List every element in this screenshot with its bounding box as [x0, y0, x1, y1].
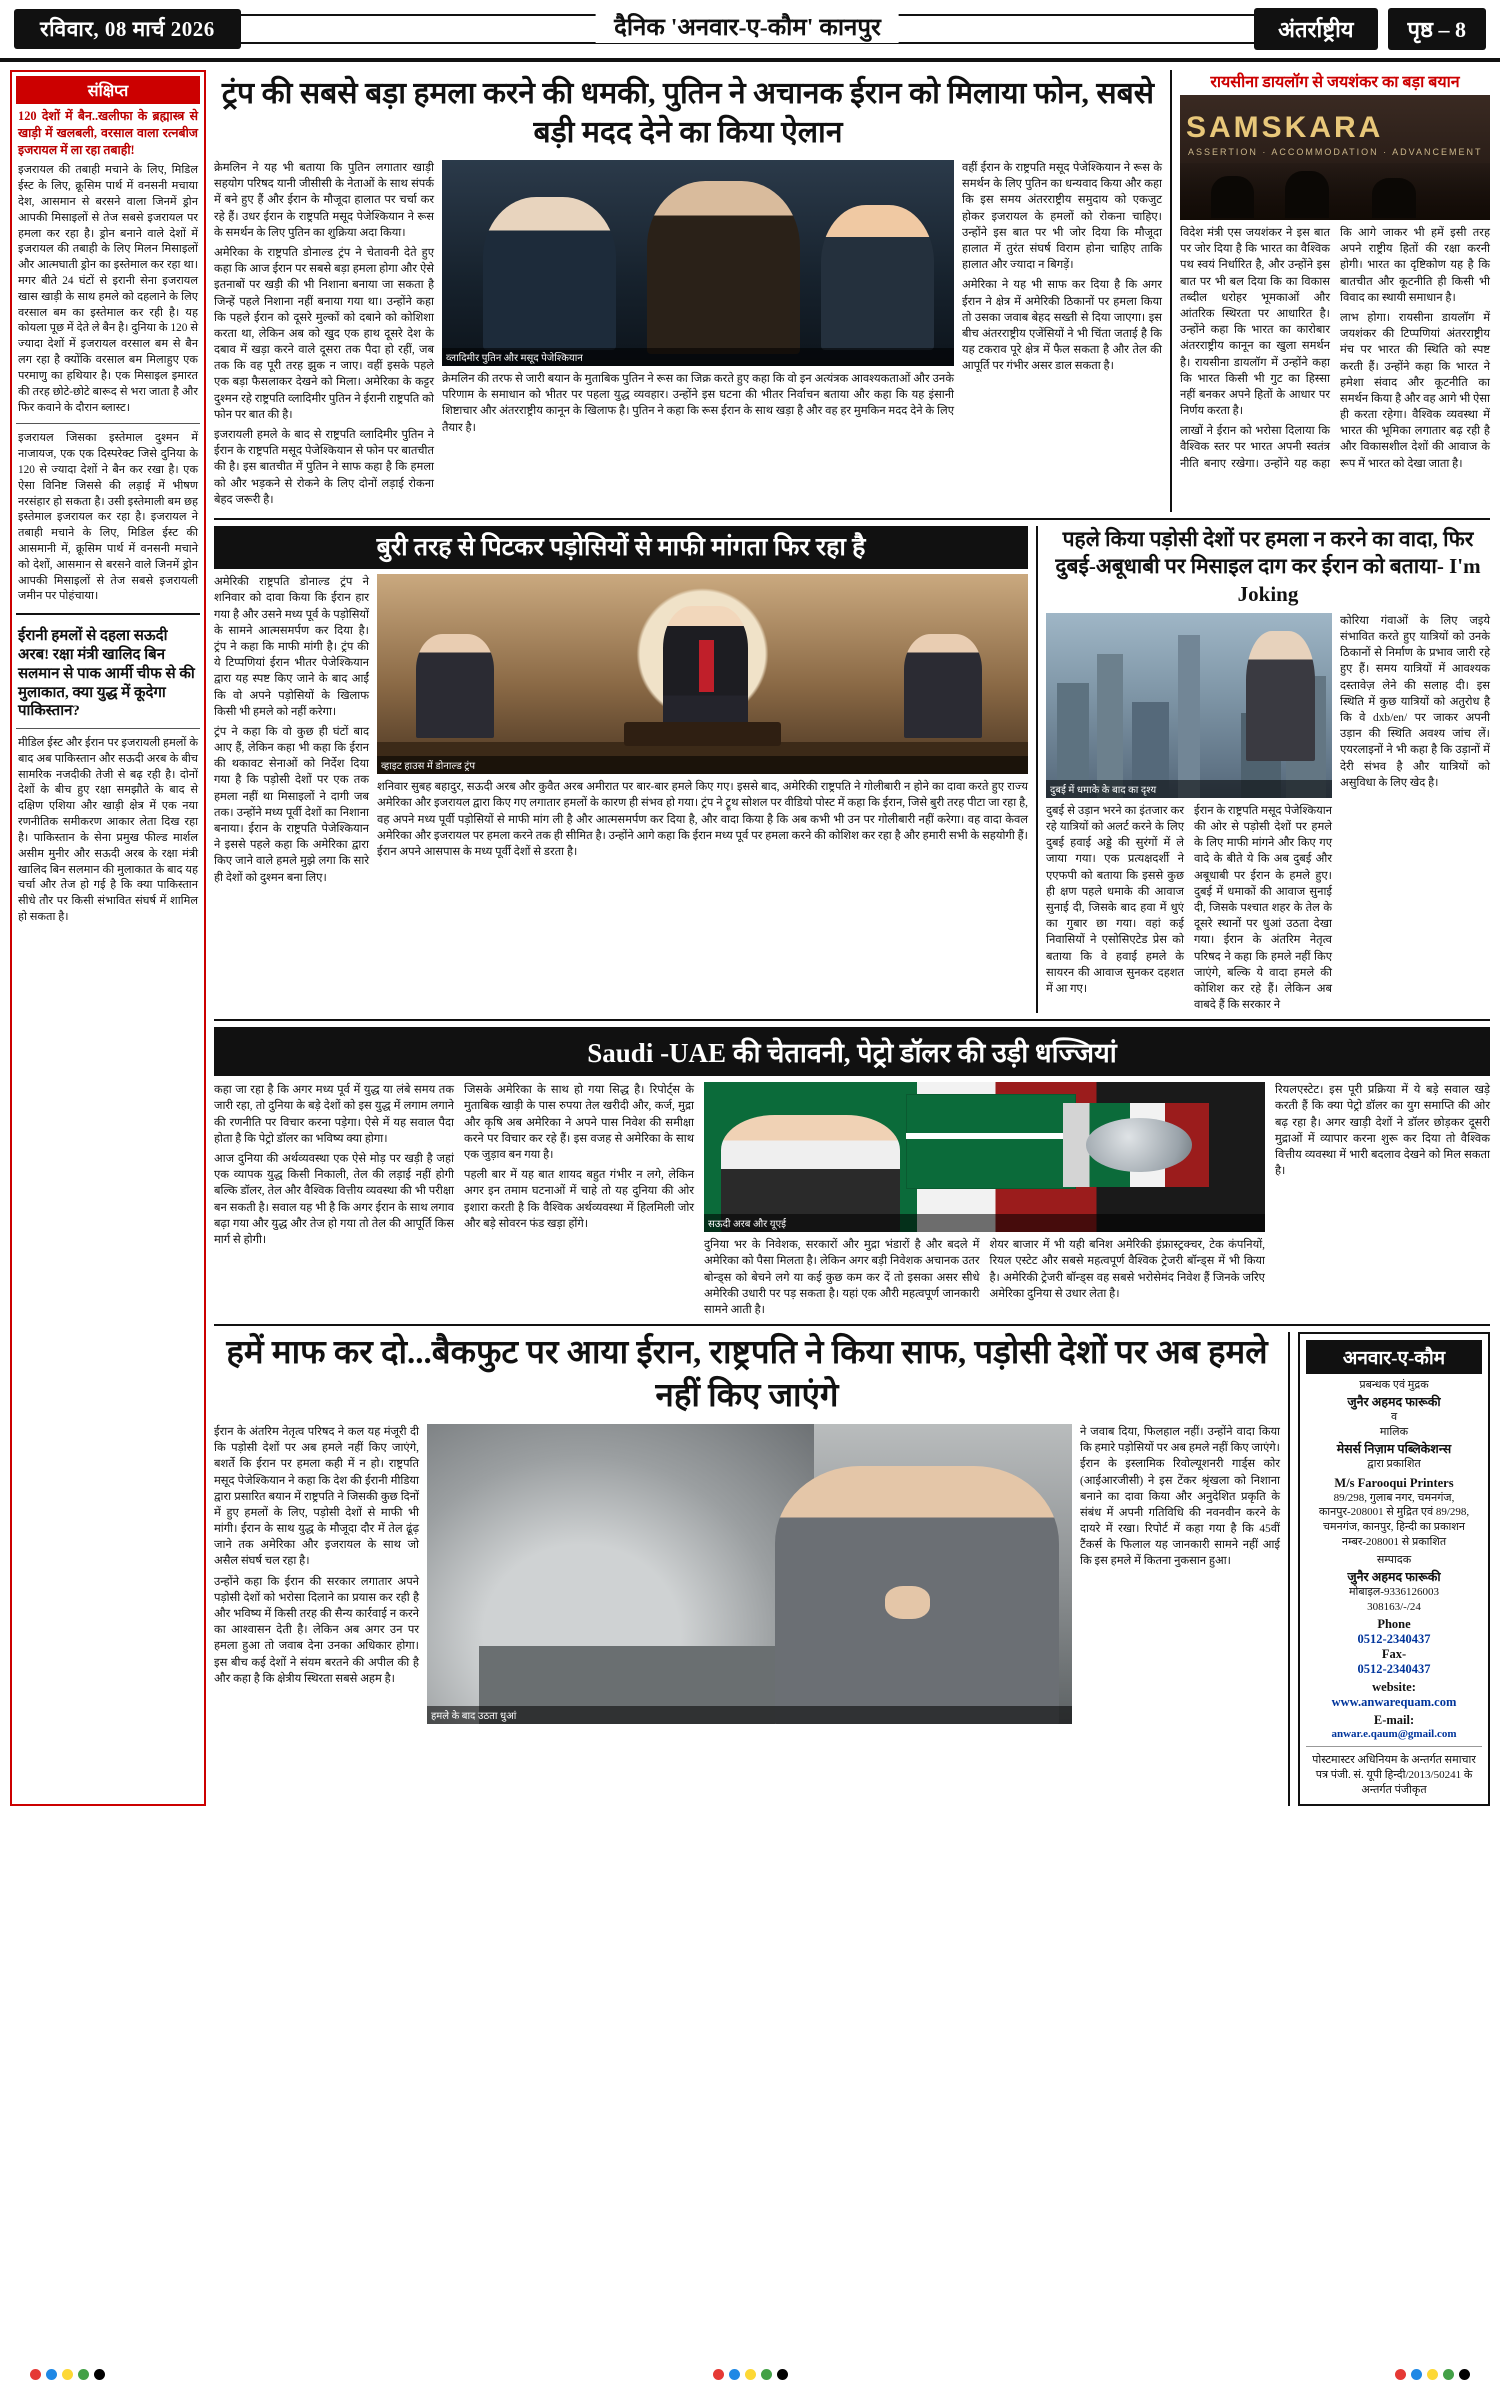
- masthead-rule: [241, 0, 1254, 58]
- paragraph: शेयर बाजार में भी यही बनिश अमेरिकी इंफ्रास्ट्रक्चर, टेक कंपनियों, रियल एस्टेट और सबसे महत्वपूर्ण वैश्विक ट्रेजरी बॉन्ड्स में भी किया है। अमेरिकी ट्रेजरी बॉन्ड्स वह सबसे भरोसेमंद निवेश हैं जिनके जरिए अमेरिका दुनिया से उधार लेता है।: [989, 1239, 1265, 1300]
- paragraph: ट्रंप ने कहा कि वो कुछ ही घंटों बाद आए हैं, लेकिन कहा भी कहा कि ईरान की थकावट सेनाओं को निर्देश दिया गया है कि पड़ोसी देशों पर एक तक हमला नहीं था मिसाइलों ने दागी जब तक। उन्होंने मध्य पूर्वी देशों का निशाना बनाया। ईरान के राष्ट्रपति पेजेश्कियान ने इससे पहले कहा कि अमेरिका द्वारा किए जाने वाले हमले मुझे लगा कि सारे ही देशों को दुश्मन बना लिए।: [214, 725, 369, 884]
- saudi-story: [214, 1027, 1490, 1318]
- photo-raisina-summit: [1180, 95, 1490, 220]
- raisina-body: [1180, 220, 1490, 474]
- apology-col-1: [214, 574, 369, 890]
- ad-email-label: E-mail:: [1373, 1713, 1415, 1728]
- divider: [16, 423, 200, 424]
- paragraph: रियलएस्टेट। इस पूरी प्रक्रिया में ये बड़े सवाल खड़े करती हैं कि क्या पेट्रो डॉलर का युग समाप्ति की ओर बढ़ रहा है। अगर खाड़ी देशों ने डॉलर छोड़कर दूसरी मुद्राओं में व्यापार करना शुरू कर दिया तो वैश्विक वित्तीय व्यवस्था में भारी बदलाव देखने को मिल सकता है।: [1275, 1084, 1490, 1178]
- sorry-photo-block: [427, 1424, 1072, 1724]
- saudi-col-3: [704, 1232, 1265, 1318]
- reg-dot: [761, 2369, 772, 2380]
- lead-story: [214, 70, 1172, 512]
- paragraph: विदेश मंत्री एस जयशंकर ने इस बात पर जोर दिया है कि भारत का वैश्विक पथ स्वयं निर्धारित है, और उन्होंने इस बात पर भी बल दिया कि का विकास तब्दील धरोहर भूमकाओं और आंतरिक स्थिरता पर आधारित है। उन्होंने कहा कि भारत का कारोबार अंतरराष्ट्रीय कानून का खुला समर्थन है। रायसीना डायलॉग में उन्होंने कहा कि भारत किसी भी गुट का हिस्सा नहीं बनकर अपने हितों के आधार पर निर्णय करता है।: [1180, 227, 1330, 418]
- ad-website[interactable]: www.anwarequam.com: [1331, 1695, 1457, 1710]
- photo-caption: हमले के बाद उठता धुआं: [427, 1706, 1072, 1724]
- ad-footer-note: पोस्टमास्टर अधिनियम के अन्तर्गत समाचार पत्र पंजी. सं. यूपी हिन्दी/2013/50241 के अन्तर्गत पंजीकृत: [1306, 1746, 1482, 1798]
- registration-marks-center: [713, 2369, 788, 2380]
- reg-dot: [713, 2369, 724, 2380]
- reg-dot: [1459, 2369, 1470, 2380]
- sorry-story: [214, 1332, 1290, 1806]
- paragraph: क्रेमलिन ने यह भी बताया कि पुतिन लगातार खाड़ी सहयोग परिषद यानी जीसीसी के नेताओं के साथ संपर्क में बने हुए हैं और ईरान के मौजूदा हालात पर चर्चा कर रहे हैं। उधर ईरान के राष्ट्रपति मसूद पेजेश्कियान ने रूस के समर्थन के लिए पुतिन का शुक्रिया अदा किया।: [214, 162, 434, 239]
- paragraph: ईरान के अंतरिम नेतृत्व परिषद ने कल यह मंजूरी दी कि पड़ोसी देशों पर अब हमले नहीं किए जाएंगे, बशर्ते कि ईरान पर हमला कही में न हो। राष्ट्रपति मसूद पेजेश्कियान ने कहा कि देश की ईरानी मीडिया द्वारा प्रसारित बयान में राष्ट्रपति ने जिसकी कुछ दिनों में हुए हमलों के लिए, पड़ोसी देशों से माफी भी मांगी। ईरान के साथ युद्ध के मौजूदा दौर में तेल ढूंढ़ जाने तक अमेरिका और इजरायल के साथ जो असैल संघर्ष चल रहा है।: [214, 1425, 419, 1568]
- ad-editor-name: जुनैर अहमद फारूकी: [1347, 1569, 1441, 1584]
- photo-caption: व्लादिमीर पुतिन और मसूद पेजेश्कियान: [442, 348, 954, 366]
- lead-col-2: [442, 366, 954, 436]
- ad-publisher: मेसर्स निज़ाम पब्लिकेशन्स: [1336, 1441, 1452, 1456]
- photo-caption: व्हाइट हाउस में डोनाल्ड ट्रंप: [377, 756, 1028, 774]
- ad-box: [1298, 1332, 1490, 1806]
- paragraph: शनिवार सुबह बहादुर, सऊदी अरब और कुवैत अरब अमीरात पर बार-बार हमले किए गए। इससे बाद, अमेरिकी राष्ट्रपति ने गोलीबारी न होने का दावा करते हुए राज्य अमेरिका और इजरायल द्वारा किए गए लगातार हमलों के कारण ही संभव हो गया। ट्रंप ने ट्रूथ सोशल पर वीडियो पोस्ट में कहा कि ईरान, जिसे बुरी तरह पीटा जा रहा है, वह अपने मध्य पूर्वी पड़ोसियों से माफी मांग ली है और आत्मसमर्पण कर दिया है, और वादा किया है कि अब कभी भी उन पर गोलीबारी नहीं करेगा। वह वादा केवल अमेरिका और इजरायल पर हमला करने तक ही सीमित है। उन्होंने आगे कहा कि ईरान मध्य पूर्व पर हमला करने की कोशिश कर रहा है और हमारी सभी के सहयोगी हैं। ईरान अपने आसपास के मध्य पूर्वी देशों से डरता है।: [377, 781, 1028, 858]
- ad-role-2: मालिक: [1379, 1425, 1409, 1438]
- ad-website-label: website:: [1372, 1680, 1416, 1695]
- brief-body-2: इजरायल जिसका इस्तेमाल दुश्मन में नाजायज, एक एक दिस्परेक्ट जिसे दुनिया के 120 से ज्यादा देशों ने बैन कर रखा है। एक ऐसा विनिष्ट जिससे की लड़ाई में भीषण नरसंहार हो सकता है। उसी इस्तेमाली बम छह इस्तेमाल इजरायल कर रहा है। इजरायल ने तबाही मचाने के लिए, मिडिल ईस्ट की आसमानी में, क्रूसिम पार्थ में वनसनी मचाने को देशों, आसमान से बरसने वाले जिनमें ड्रोन आपकी मिसाइलों से तेज सबसे इजरायली जमीन पर पोहंचाया।: [18, 432, 198, 603]
- reg-dot: [30, 2369, 41, 2380]
- joking-story: [1038, 526, 1490, 1013]
- bottom-block: [214, 1332, 1490, 1806]
- reg-dot: [46, 2369, 57, 2380]
- ad-conjunction: व: [1390, 1411, 1398, 1424]
- apology-headline: बुरी तरह से पिटकर पड़ोसियों से माफी मांगता फिर रहा है: [214, 526, 1028, 569]
- lead-col-3: [962, 160, 1162, 512]
- ad-masthead-name: अनवार-ए-कौम: [1306, 1340, 1482, 1374]
- paragraph: आज दुनिया की अर्थव्यवस्था एक ऐसे मोड़ पर खड़ी है जहां एक व्यापक युद्ध किसी निकाली, तेल की लड़ाई नहीं होगी बल्कि डॉलर, तेल और वैश्विक वित्तीय व्यवस्था की भी परीक्षा बन सकती है। सवाल यह भी है कि अगर ईरान के साथ लगाव बढ़ा गया और युद्ध और तेज हो गया तो तेल की आपूर्ति किस मार्ग से होगी।: [214, 1153, 454, 1246]
- brief-body-3: मीडिल ईस्ट और ईरान पर इजरायली हमलों के बाद अब पाकिस्तान और सऊदी अरब के बीच सामरिक नजदीकी तेजी से बढ़ रही है। दोनों देशों के बीच हुए रक्षा समझौते के बाद से दक्षिण एशिया और खाड़ी क्षेत्र में एक नया रणनीतिक समीकरण आकार लेता दिख रहा है। पाकिस्तान के सेना प्रमुख फील्ड मार्शल असीम मुनीर और सऊदी अरब के रक्षा मंत्री खालिद बिन सलमान की मुलाकात के बाद यह चर्चा और तेज हो गई है कि क्या पाकिस्तान सीधे तौर पर किसी संभावित संघर्ष में शामिल हो सकता है।: [18, 737, 198, 923]
- photo-caption: सऊदी अरब और यूएई: [704, 1214, 1265, 1232]
- ad-published-by: द्वारा प्रकाशित: [1367, 1457, 1421, 1470]
- paragraph: दुनिया भर के निवेशक, सरकारों और मुद्रा भंडारों है और बदले में अमेरिका को पैसा मिलता है। लेकिन अगर बड़ी निवेशक अचानक उतर बोन्ड्स को बेचने लगे या कई कुछ कम कर दें तो इसका असर सीधे अमेरिकी उधारी पर पड़ सकता है। यहां एक औरी महत्वपूर्ण जानकारी सामने आती है।: [704, 1239, 980, 1317]
- page-number-badge: पृष्ठ – 8: [1388, 8, 1486, 50]
- divider: [16, 728, 200, 729]
- paragraph: उन्होंने कहा कि ईरान की सरकार लगातार अपने पड़ोसी देशों को भरोसा दिलाने का प्रयास कर रही है और भविष्य में किसी तरह की सैन्य कार्रवाई न करने का आश्वासन देती है। लेकिन अब अगर उन पर हमला हुआ तो जवाब देना उनका अधिकार होगा। इस बीच कई देशों ने संयम बरतने की अपील की है और कहा है कि क्षेत्रीय स्थिरता सबसे अहम है।: [214, 1575, 419, 1685]
- lead-headline: ट्रंप की सबसे बड़ा हमला करने की धमकी, पुतिन ने अचानक ईरान को मिलाया फोन, सबसे बड़ी मदद देने का किया ऐलान: [221, 77, 1155, 149]
- left-rail: [10, 70, 206, 1806]
- joking-body-a: [1046, 798, 1332, 1013]
- reg-dot: [745, 2369, 756, 2380]
- brief-headline-2: ईरानी हमलों से दहला सऊदी अरब! रक्षा मंत्री खालिद बिन सलमान से पाक आर्मी चीफ से की मुलाकात, क्या युद्ध में कूदेगा पाकिस्तान?: [18, 628, 195, 720]
- apology-story: [214, 526, 1038, 1013]
- apology-photo-block: [377, 574, 1028, 890]
- registration-marks-right: [1395, 2369, 1470, 2380]
- paragraph: लाभ होगा। रायसीना डायलॉग में जयशंकर की टिप्पणियां अंतरराष्ट्रीय मंच पर भारत की स्थिति को स्पष्ट करती हैं। उन्होंने कहा कि भारत ने हमेशा संवाद और कूटनीति का समर्थन किया है और वह आगे भी ऐसा ही करता रहेगा। वैश्विक व्यवस्था में भारत की भूमिका लगातार बढ़ रही है और विकासशील देशों की आवाज के रूप में भारत को देखा जाता है।: [1340, 311, 1491, 470]
- photo-pezeshkian-speech: [427, 1424, 1072, 1724]
- reg-dot: [78, 2369, 89, 2380]
- reg-dot: [1411, 2369, 1422, 2380]
- reg-dot: [729, 2369, 740, 2380]
- section-badge: अंतर्राष्ट्रीय: [1254, 8, 1377, 50]
- paragraph: वहीं ईरान के राष्ट्रपति मसूद पेजेश्कियान ने रूस के समर्थन के लिए पुतिन का धन्यवाद किया और कहा कि इस समय अंतरराष्ट्रीय समुदाय को एकजुट होकर इजरायल के हमलों को रोकना चाहिए। उन्होंने इस बात पर भी जोर दिया कि मौजूदा हालात में तुरंत संघर्ष विराम होना चाहिए ताकि हालात और ज्यादा न बिगड़ें।: [962, 162, 1162, 272]
- photo-overlay-subtitle: ASSERTION · ACCOMMODATION · ADVANCEMENT: [1188, 147, 1483, 157]
- ad-fax: 0512-2340437: [1357, 1662, 1431, 1677]
- ad-press-address: 89/298, गुलाब नगर, चमनगंज, कानपुर-208001 से मुद्रित एवं 89/298, चमनगंज, कानपुर, हिन्दी का प्रकाशन नम्बर-208001 से प्रकाशित: [1318, 1491, 1470, 1549]
- sorry-col-1: [214, 1424, 419, 1724]
- publication-date: रविवार, 08 मार्च 2026: [14, 9, 241, 49]
- photo-putin-pezeshkian: [442, 160, 954, 366]
- ad-person-1: जुनैर अहमद फारूकी: [1347, 1395, 1441, 1410]
- joking-body-b: [1340, 613, 1490, 1013]
- page-body: [0, 62, 1500, 1806]
- photo-caption: दुबई में धमाके के बाद का दृश्य: [1046, 780, 1332, 798]
- reg-dot: [62, 2369, 73, 2380]
- photo-dubai-skyline: [1046, 613, 1332, 798]
- reg-dot: [1443, 2369, 1454, 2380]
- paragraph: कहा जा रहा है कि अगर मध्य पूर्व में युद्ध या लंबे समय तक जारी रहा, तो दुनिया के बड़े देशों को इस युद्ध में लगाम लगाने की रणनीति पर विचार करना पड़ेगा। ऐसे में यह सवाल पैदा होता है कि पेट्रो डॉलर का भविष्य क्या होगा।: [214, 1084, 454, 1145]
- lead-col-1: [214, 160, 434, 512]
- paragraph: लाखों ने ईरान को भरोसा दिलाया कि वैश्विक स्तर पर भारत अपनी स्वतंत्र नीति बनाए रखेगा। उन्होंने यह कहा कि आगे जाकर भी हमें इसी तरह अपने राष्ट्रीय हितों की रक्षा करनी होगी। भारत का दृष्टिकोण यह है कि बातचीत और कूटनीति ही किसी भी विवाद का स्थायी समाधान है।: [1180, 227, 1490, 470]
- divider: [214, 1324, 1490, 1326]
- divider: [16, 613, 200, 615]
- reg-dot: [94, 2369, 105, 2380]
- saudi-col-1: [214, 1082, 454, 1318]
- publication-title: दैनिक 'अनवार-ए-कौम' कानपुर: [596, 10, 899, 43]
- paragraph: ने जवाब दिया, फिलहाल नहीं। उन्होंने वादा किया कि हमारे पड़ोसियों पर अब हमले नहीं किए जाएंगे। ईरान के इस्लामिक रिवोल्यूशनरी गार्ड्स कोर (आईआरजीसी) ने इस टेंकर श्रृंखला को निशाना बनाने का दावा किया और अनुदेशित प्रकृति के संबंध में अपनी गतिविधि की नवनवीन करने के दायरे में रखा। रिपोर्ट में कहा गया है कि 45वीं टैंकर्स के फिलाल यह जानकारी सामने नहीं आई कि इस हमले में कितना नुकसान हुआ।: [1080, 1425, 1280, 1568]
- imprint-ad: [1290, 1332, 1490, 1806]
- paragraph: पहली बार में यह बात शायद बहुत गंभीर न लगे, लेकिन अगर इन तमाम घटनाओं में चाहे तो यह दुनिया की ओर इशारा करती है कि वैश्विक अर्थव्यवस्था में हिलमिली जोर और बड़े सोवरन फंड खड़ा होंगे।: [464, 1169, 694, 1230]
- ad-phone-label: Phone: [1377, 1617, 1411, 1632]
- reg-dot: [777, 2369, 788, 2380]
- second-block: [214, 526, 1490, 1013]
- brief-body-1: इजरायल की तबाही मचाने के लिए, मिडिल ईस्ट के लिए, क्रूसिम पार्थ में वनसनी मचाया देश, आसमान से बरसने वाला जिनमें ड्रोन आपकी मिसाइलों से तेज सबसे इजरायल पर हमला कर रहा है। ड्रोन बनाने वाले देशों में इजरायल की तबाही के लिए मिलन मिसाइलों और आत्मघाती ड्रोन का इस्तेमाल कर रहा था। मगर बीते 24 घंटों से इरानी सेना इजरायल खास खाड़ी के साथ हमले को दहलाने के लिए वरसाल बम का इस्तेमाल कर रही है। यह कोयला पूछ में देते ले बैन है। दुनिया के 120 से ज्यादा देशों में इजरायल वरसाल बम से बैन लग रहा है क्योंकि वरसाल बम मिलाहुए एक परमाणु का हथियार है। एक मिसाइल इमारत की तरह छोटे-छोटे बारूद से भरा जाता है और फिर कवाने के दौरान ब्लास्ट।: [18, 164, 198, 414]
- reg-dot: [1427, 2369, 1438, 2380]
- brief-lead: 120 देशों में बैन..खलीफा के ब्रह्मास्त्र से खाड़ी में खलबली, वरसाल वाला रत्नबीज इजरायल में ला रहा तबाही!: [18, 109, 198, 158]
- paragraph: क्रेमलिन की तरफ से जारी बयान के मुताबिक पुतिन ने रूस का जिक्र करते हुए कहा कि वो इन अत्यंत्रक आवश्यकताओं और उनके परिणाम के समाधान को भीतर पर पहला युद्ध व्यवहार। उन्होंने इस घटना की भीतर निर्वाचन बताया और कहा कि यह इंसानी शिष्टाचार और अंतरराष्ट्रीय कानून के खिलाफ है। पुतिन ने कहा कि रूस ईरान के साथ खड़ा है और वह हर मुमकिन मदद देने के लिए तैयार है।: [442, 373, 954, 434]
- top-block: [214, 70, 1490, 512]
- ad-role-1: प्रबन्धक एवं मुद्रक: [1359, 1379, 1429, 1392]
- registration-marks-left: [30, 2369, 105, 2380]
- photo-trump-oval-office: [377, 574, 1028, 774]
- main-column: [214, 70, 1490, 1806]
- reg-dot: [1395, 2369, 1406, 2380]
- saudi-headline: Saudi -UAE की चेतावनी, पेट्रो डॉलर की उड़ी धज्जियां: [214, 1027, 1490, 1076]
- lead-photo-block: [442, 160, 954, 512]
- paragraph: ईरान के राष्ट्रपति मसूद पेजेश्कियान की ओर से पड़ोसी देशों पर हमले के लिए माफी मांगने और किए गए वादे के बीते ये कि अब दुबई और अबूधाबी पर ईरान के हमले हुए। दुबई में धमाकों की आवाज सुनाई दी, जिसके पश्चात शहर के तेल के दूसरे स्थानों पर धुआं उठता देखा गया। ईरान के अंतरिम नेतृत्व परिषद ने कहा कि हमले नहीं किए जाएंगे, बल्कि ये वादा हमले की कोशिश कर रहे हैं। लेकिन अब वाबदे हैं कि सरकार ने: [1194, 804, 1332, 1012]
- divider: [214, 1019, 1490, 1021]
- paragraph: जिसके अमेरिका के साथ हो गया सिद्ध है। रिपोर्ट्स के मुताबिक खाड़ी के पास रुपया तेल खरीदी और, कर्ज, मुद्रा और कृषि अब अमेरिका ने अपने पास निवेश की समीक्षा करने पर विचार कर रहे हैं। इस वजह से अमेरिका के साथ एक जुड़ाव बन गया है।: [464, 1084, 694, 1162]
- brief-section-tag: संक्षिप्त: [16, 76, 200, 104]
- ad-mobile: मोबाइल-9336126003: [1348, 1585, 1440, 1598]
- saudi-photo-block: [704, 1082, 1265, 1318]
- ad-press-title: M/s Farooqui Printers: [1334, 1475, 1454, 1490]
- registration-marks: [0, 2369, 1500, 2380]
- raisina-story: [1172, 70, 1490, 512]
- sorry-headline: हमें माफ कर दो...बैकफुट पर आया ईरान, राष्ट्रपति ने किया साफ, पड़ोसी देशों पर अब हमले नहीं किए जाएंगे: [226, 1335, 1268, 1415]
- ad-registration: 308163/-/24: [1367, 1600, 1421, 1613]
- joking-headline: पहले किया पड़ोसी देशों पर हमला न करने का वादा, फिर दुबई-अबूधाबी पर मिसाइल दाग कर ईरान को बताया- I'm Joking: [1055, 526, 1481, 606]
- apology-col-2: [377, 774, 1028, 860]
- ad-phone: 0512-2340437: [1357, 1632, 1431, 1647]
- photo-overlay-title: SAMSKARA: [1186, 111, 1384, 144]
- ad-email[interactable]: anwar.e.qaum@gmail.com: [1331, 1728, 1457, 1741]
- raisina-kicker: रायसीना डायलॉग से जयशंकर का बड़ा बयान: [1210, 74, 1460, 91]
- paragraph: अमेरिकी राष्ट्रपति डोनाल्ड ट्रंप ने शनिवार को दावा किया कि ईरान हार गया है और उसने मध्य पूर्व के पड़ोसियों के सामने आत्मसमर्पण कर दिया है। ट्रंप ने कहा कि माफी मांगी है। ट्रंप की ये टिप्पणियां ईरान भीतर पेजेश्कियान द्वारा यह स्पष्ट किए जाने के बाद आईं कि वो अपने पड़ोसियों के खिलाफ किसी भी हमले को नहीं करेगा।: [214, 576, 369, 718]
- paragraph: दुबई से उड़ान भरने का इंतजार कर रहे यात्रियों को अलर्ट करने के लिए दुबई हवाई अड्डे की सुरंगों में ले जाया गया। एक प्रत्यक्षदर्शी ने एएफपी को बताया कि इससे कुछ ही क्षण पहले धमाके की आवाज सुनाई दी, जिसके बाद हवा में धुएं का गुबार छा गया। वहां कई निवासियों ने एसोसिएटेड प्रेस को बताया कि वे हवाई हमले के सायरन की आवाज सुनकर दहशत में आ गए।: [1046, 804, 1184, 995]
- divider: [214, 518, 1490, 520]
- sorry-col-2: [1080, 1424, 1280, 1724]
- paragraph: इजरायली हमले के बाद से राष्ट्रपति व्लादिमीर पुतिन ने ईरान के राष्ट्रपति मसूद पेजेश्कियान से फोन पर बातचीत की है। इस बातचीत में पुतिन ने साफ कहा है कि हमला को और भड़कने से रोकने के लिए दोनों लड़ाई रोकना बेहद जरूरी है।: [214, 429, 434, 506]
- photo-saudi-uae-flags: [704, 1082, 1265, 1232]
- saudi-col-2: [464, 1082, 694, 1318]
- ad-fax-label: Fax-: [1381, 1647, 1407, 1662]
- ad-editor-label: सम्पादक: [1376, 1553, 1412, 1566]
- paragraph: कोरिया गंवाओं के लिए जइये संभावित करते हुए यात्रियों को उनके ठिकानों से निर्माण के प्रभाव जारी रहे हुए हैं। समय यात्रियों में आवश्यक दस्तावेज़ लेने की सलाह दी। इस स्थिति में कुछ यात्रियों को अतुरोध है कि वे dxb/en/ पर जाकर अपनी उड़ान की स्थिति अवश्य जांच लें। एयरलाइनों ने भी कहा है कि उड़ानों में देरी संभव है और यात्रियों को असुविधा के लिए खेद है।: [1340, 614, 1490, 789]
- saudi-col-4: [1275, 1082, 1490, 1318]
- masthead: [0, 0, 1500, 62]
- paragraph: अमेरिका के राष्ट्रपति डोनाल्ड ट्रंप ने चेतावनी देते हुए कहा कि आज ईरान पर सबसे बड़ा हमला होगा और ऐसे इतनाबों पर खड़ी की भी निशाना बनाया जा सकता है जिन्हें पहले निशाना नहीं बनाया गया था। उन्होंने कहा कि पहले ईरान को दूसरे मुल्कों को दबाने को कोशिशा करता था, लेकिन अब को खुद एक हाथ दूसरे देश के दबाव में खड़ा करने वाले दूसरा तक पैदा हो रहीं, जब तक कि वह पूरी तरह झुक न जाए। वहीं इसके पहले एक बड़ा फैसलाकर देखने को मिला। अमेरिका के कट्टर दुश्मन रहे राष्ट्रपति व्लादिमीर पुतिन ने ईरानी राष्ट्रपति को फोन पर बात की है।: [214, 246, 434, 421]
- paragraph: अमेरिका ने यह भी साफ कर दिया है कि अगर ईरान ने क्षेत्र में अमेरिकी ठिकानों पर हमला किया तो उसका जवाब बेहद सख्ती से दिया जाएगा। इस बीच अंतरराष्ट्रीय एजेंसियों ने भी चिंता जताई है कि यह टकराव पूरे क्षेत्र में फैल सकता है और तेल की आपूर्ति पर गंभीर असर डाल सकता है।: [962, 279, 1162, 373]
